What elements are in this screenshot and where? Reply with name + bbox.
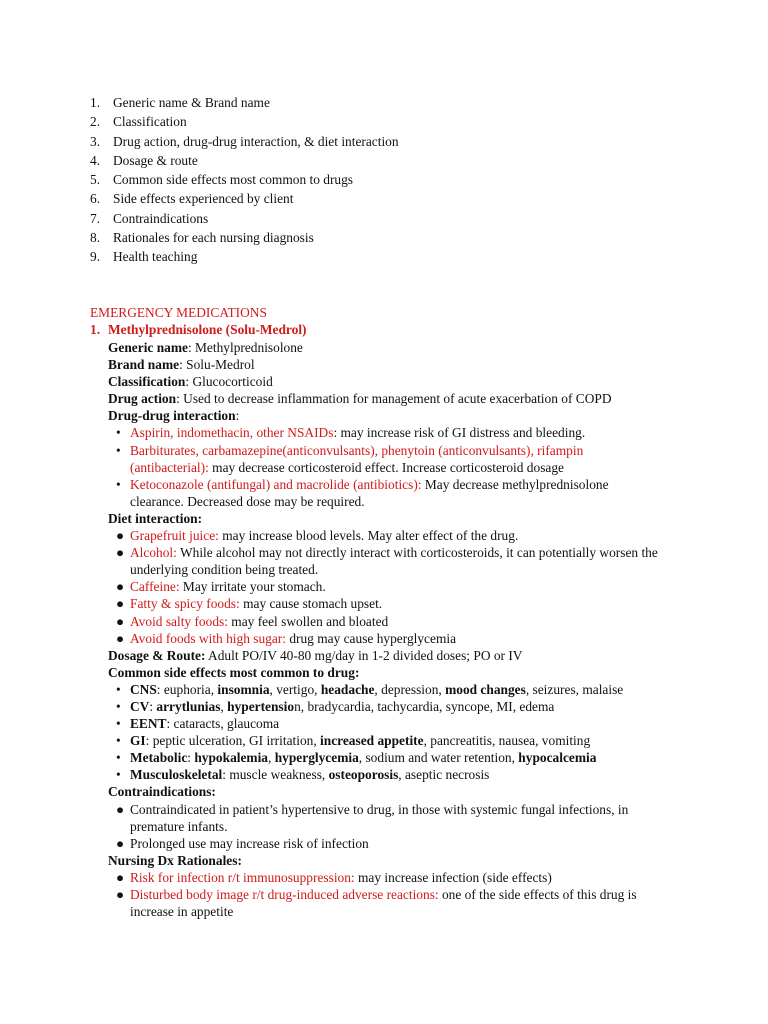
outline-item: 8. Rationales for each nursing diagnosis: [90, 230, 314, 246]
nursing-dx-list: [108, 869, 668, 920]
classification-line: Classification: Glucocorticoid: [108, 374, 273, 390]
contraindications-heading: Contraindications:: [108, 784, 216, 800]
outline-list: [90, 93, 399, 267]
list-item: • Musculoskeletal: muscle weakness, osteoporosis, aseptic necrosis: [116, 767, 490, 783]
side-effects-heading: Common side effects most common to drug:: [108, 664, 360, 680]
section-title: EMERGENCY MEDICATIONS: [90, 305, 267, 320]
generic-name-line: Generic name: Methylprednisolone: [108, 340, 303, 355]
outline-item: 5. Common side effects most common to drugs: [90, 172, 354, 188]
list-item: • GI: peptic ulceration, GI irritation, increased appetite, pancreatitis, nausea, vomiting: [116, 733, 591, 749]
outline-item: 4. Dosage & route: [90, 152, 198, 168]
outline-item: 9. Health teaching: [90, 249, 198, 265]
contraindications-list: [108, 801, 668, 852]
list-item: ● Contraindicated in patient’s hypertensive to drug, in those with systemic fungal infections, in premature infants.: [116, 801, 629, 834]
list-item: • Barbiturates, carbamazepine(anticonvulsants), phenytoin (anticonvulsants), rifampin (antibacterial): may decrease corticosteroid effect. Increase corticosteroid dosage: [116, 442, 584, 475]
list-item: ● Caffeine: May irritate your stomach.: [116, 579, 326, 595]
list-item: • Metabolic: hypokalemia, hyperglycemia, sodium and water retention, hypocalcemia: [116, 750, 597, 766]
brand-name-line: Brand name: Solu-Medrol: [108, 357, 255, 373]
diet-list: [108, 527, 668, 647]
list-item: ● Avoid salty foods: may feel swollen and bloated: [116, 613, 389, 629]
list-item: ● Risk for infection r/t immunosuppression: may increase infection (side effects): [116, 869, 552, 885]
list-item: • EENT: cataracts, glaucoma: [116, 716, 280, 732]
nursing-dx-heading: Nursing Dx Rationales:: [108, 852, 242, 868]
list-item: ● Avoid foods with high sugar: drug may cause hyperglycemia: [116, 630, 457, 646]
drug-details: [108, 339, 668, 920]
outline-item: 3. Drug action, drug-drug interaction, & diet interaction: [90, 133, 399, 149]
list-item: ● Disturbed body image r/t drug-induced adverse reactions: one of the side effects of this drug is increase in appetite: [116, 887, 637, 920]
drug-title: 1. Methylprednisolone (Solu-Medrol): [90, 322, 307, 337]
drug-drug-heading: Drug-drug interaction:: [108, 408, 240, 424]
list-item: ● Alcohol: While alcohol may not directly interact with corticosteroids, it can potentially worsen the underlying condition being treated.: [116, 545, 658, 578]
list-item: • CNS: euphoria, insomnia, vertigo, headache, depression, mood changes, seizures, malaise: [116, 681, 624, 697]
side-effects-list: [108, 681, 668, 784]
outline-item: 1. Generic name & Brand name: [90, 95, 270, 110]
outline-item: 6. Side effects experienced by client: [90, 191, 294, 207]
list-item: ● Grapefruit juice: may increase blood levels. May alter effect of the drug.: [116, 528, 519, 544]
list-item: • Aspirin, indomethacin, other NSAIDs: may increase risk of GI distress and bleeding.: [116, 425, 586, 441]
outline-item: 7. Contraindications: [90, 210, 209, 226]
list-item: • CV: arrytlunias, hypertension, bradycardia, tachycardia, syncope, MI, edema: [116, 698, 555, 714]
diet-heading: Diet interaction:: [108, 510, 203, 526]
list-item: ● Fatty & spicy foods: may cause stomach upset.: [116, 596, 383, 612]
list-item: • Ketoconazole (antifungal) and macrolide (antibiotics): May decrease methylprednisolone clearance. Decreased dose may be required.: [116, 476, 609, 509]
dosage-line: Dosage & Route: Adult PO/IV 40-80 mg/day in 1-2 divided doses; PO or IV: [108, 647, 523, 663]
outline-item: 2. Classification: [90, 114, 187, 130]
drug-action-line: Drug action: Used to decrease inflammation for management of acute exacerbation of COPD: [108, 391, 612, 407]
drug-drug-list: [108, 424, 668, 509]
list-item: ● Prolonged use may increase risk of infection: [116, 835, 369, 851]
